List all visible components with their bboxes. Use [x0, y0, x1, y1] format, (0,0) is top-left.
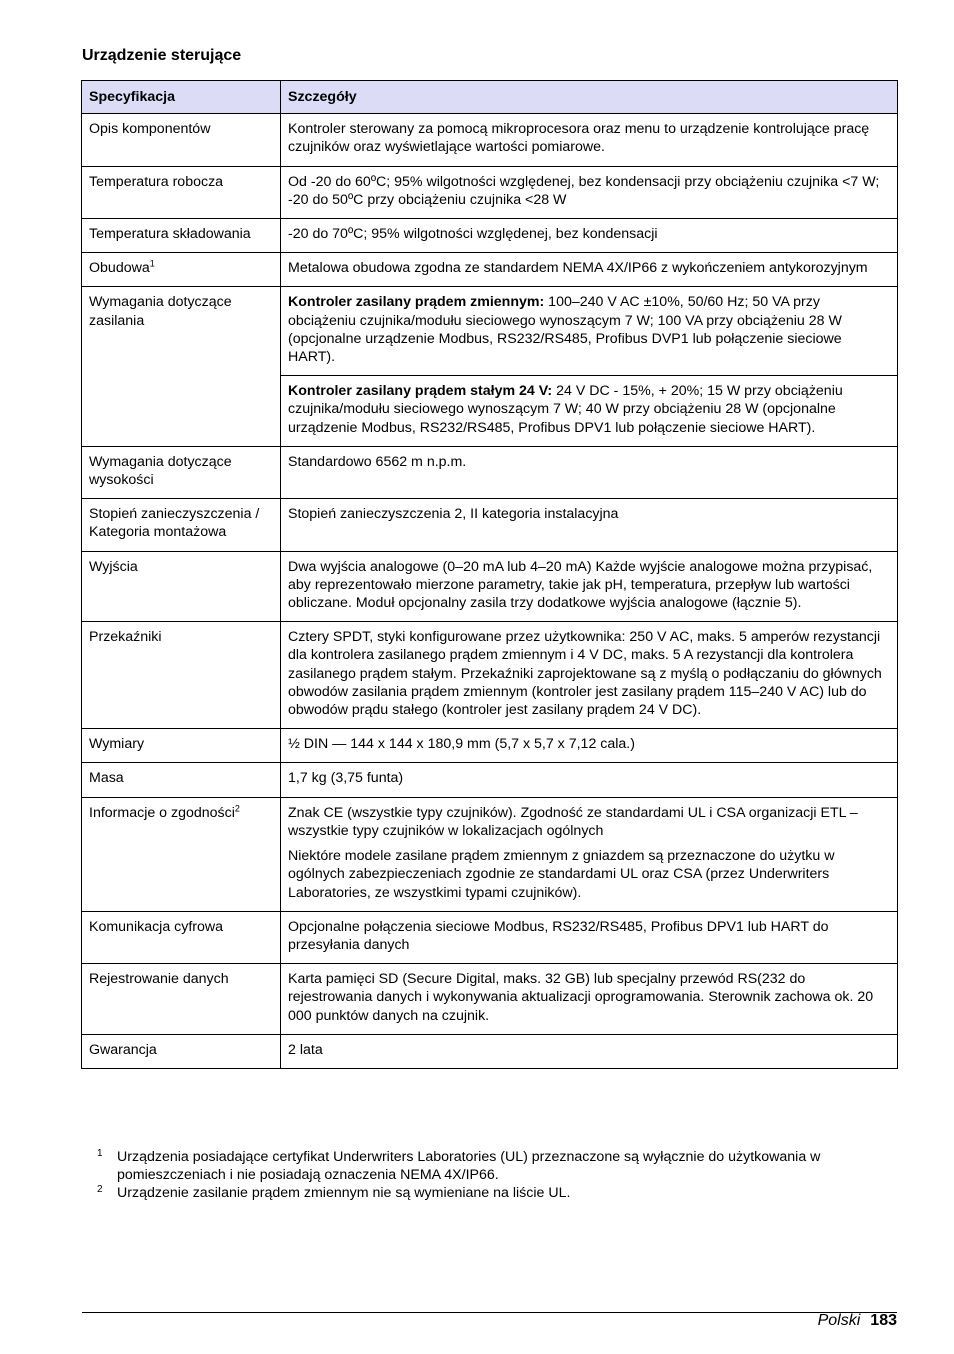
table-row	[82, 287, 898, 376]
table-row	[82, 729, 898, 763]
row-label: Temperatura składowania	[82, 219, 281, 253]
row-label: Wymagania dotyczące zasilania	[82, 287, 281, 446]
row-value: Stopień zanieczyszczenia 2, II kategoria instalacyjna	[281, 499, 898, 551]
row-label: Wymiary	[82, 729, 281, 763]
table-row	[82, 499, 898, 551]
compliance-paragraph: Znak CE (wszystkie typy czujników). Zgodność ze standardami UL i CSA organizacji ETL – wszystkie typy czujników w lokalizacjach ogólnych	[288, 804, 858, 839]
row-value: -20 do 70ºC; 95% wilgotności względenej, bez kondensacji	[281, 219, 898, 253]
table-row	[82, 253, 898, 287]
row-value	[281, 376, 898, 447]
row-label: Gwarancja	[82, 1034, 281, 1068]
row-label: Wyjścia	[82, 551, 281, 622]
row-label: Rejestrowanie danych	[82, 964, 281, 1035]
page-number: 183	[870, 1312, 897, 1329]
row-label-text: Informacje o zgodności	[89, 804, 235, 821]
row-label: Wymagania dotyczące wysokości	[82, 446, 281, 498]
row-label	[82, 797, 281, 911]
row-label: Stopień zanieczyszczenia / Kategoria montażowa	[82, 499, 281, 551]
table-row	[82, 551, 898, 622]
table-row	[82, 911, 898, 963]
table-row	[82, 446, 898, 498]
row-label	[82, 253, 281, 287]
row-value: 1,7 kg (3,75 funta)	[281, 763, 898, 797]
dc-power-text: 24 V DC - 15%, + 20%; 15 W przy obciążeniu czujnika/modułu sieciowego wynoszącym 7 W; 40 W przy obciążeniu 28 W (opcjonalne urządzenie Modbus, RS232/RS485, Profibus DPV1 lub połączenie sieciowe HART).	[288, 383, 843, 436]
row-label: Opis komponentów	[82, 114, 281, 166]
dc-power-heading: Kontroler zasilany prądem stałym 24 V:	[288, 383, 553, 400]
table-row	[82, 622, 898, 729]
spec-table	[81, 80, 898, 1069]
table-row	[82, 964, 898, 1035]
page-footer	[818, 1312, 897, 1330]
row-label: Masa	[82, 763, 281, 797]
table-row	[82, 114, 898, 166]
table-header-row	[82, 81, 898, 114]
table-row	[82, 1034, 898, 1068]
table-row	[82, 166, 898, 218]
row-value	[281, 797, 898, 911]
row-label: Temperatura robocza	[82, 166, 281, 218]
row-label-text: Obudowa	[89, 260, 150, 277]
header-details: Szczegóły	[281, 81, 898, 114]
footnote	[97, 1184, 897, 1202]
header-spec: Specyfikacja	[82, 81, 281, 114]
row-value: Od -20 do 60ºC; 95% wilgotności względenej, bez kondensacji przy obciążeniu czujnika <7 W; -20 do 50ºC przy obciążeniu czujnika <28 W	[281, 166, 898, 218]
row-label: Komunikacja cyfrowa	[82, 911, 281, 963]
row-value: ½ DIN — 144 x 144 x 180,9 mm (5,7 x 5,7 x 7,12 cala.)	[281, 729, 898, 763]
row-value: Opcjonalne połączenia sieciowe Modbus, RS232/RS485, Profibus DPV1 lub HART do przesyłania danych	[281, 911, 898, 963]
row-label: Przekaźniki	[82, 622, 281, 729]
row-value: Metalowa obudowa zgodna ze standardem NEMA 4X/IP66 z wykończeniem antykorozyjnym	[281, 253, 898, 287]
row-value: Standardowo 6562 m n.p.m.	[281, 446, 898, 498]
section-title: Urządzenie sterujące	[82, 47, 242, 64]
ac-power-heading: Kontroler zasilany prądem zmiennym:	[288, 294, 545, 311]
row-value: Dwa wyjścia analogowe (0–20 mA lub 4–20 mA) Każde wyjście analogowe można przypisać, aby reprezentowało mierzone parametry, takie jak pH, temperatura, przepływ lub wartości obliczane. Moduł opcjonalny zasila trzy dodatkowe wyjścia analogowe (łącznie 5).	[281, 551, 898, 622]
row-value: Cztery SPDT, styki konfigurowane przez użytkownika: 250 V AC, maks. 5 amperów rezystancji dla kontrolera zasilanego prądem zmiennym i 4 V DC, maks. 5 A rezystancji dla kontrolera zasilanego prądem stałym. Przekaźniki zaprojektowane są z myślą o podłączaniu do głównych obwodów zasilania prądem zmiennym (kontroler jest zasilany prądem 115–240 V AC) lub do obwodów prądu stałego (kontroler jest zasilany prądem 24 V DC).	[281, 622, 898, 729]
table-row	[82, 797, 898, 911]
ac-power-text: 100–240 V AC ±10%, 50/60 Hz; 50 VA przy obciążeniu czujnika/modułu sieciowego wynoszącym 7 W; 100 VA przy obciążeniu 28 W (opcjonalne urządzenie Modbus, RS232/RS485, Profibus DVP1 lub połączenie sieciowe HART).	[288, 294, 842, 366]
footer-divider	[82, 1312, 897, 1313]
table-row	[82, 219, 898, 253]
footnote-number: 1	[97, 1148, 103, 1159]
footnote-ref: 2	[234, 802, 240, 813]
footnote	[97, 1148, 897, 1184]
footnotes	[97, 1148, 897, 1203]
footer-language: Polski	[817, 1312, 861, 1329]
row-value: Kontroler sterowany za pomocą mikroprocesora oraz menu to urządzenie kontrolujące pracę czujników oraz wyświetlające wartości pomiarowe.	[281, 114, 898, 166]
footnote-ref: 1	[149, 258, 155, 269]
footnote-text: Urządzenie zasilanie prądem zmiennym nie są wymieniane na liście UL.	[117, 1185, 571, 1202]
table-row	[82, 763, 898, 797]
footnote-number: 2	[97, 1184, 103, 1196]
row-value	[281, 287, 898, 376]
row-value: 2 lata	[281, 1034, 898, 1068]
footnote-text: Urządzenia posiadające certyfikat Underwriters Laboratories (UL) przeznaczone są wyłącznie do użytkowania w pomieszczeniach i nie posiadają oznaczenia NEMA 4X/IP66.	[117, 1149, 821, 1184]
row-value: Karta pamięci SD (Secure Digital, maks. 32 GB) lub specjalny przewód RS(232 do rejestrowania danych i wykonywania aktualizacji oprogramowania. Sterownik zachowa ok. 20 000 punktów danych na czujnik.	[281, 964, 898, 1035]
compliance-paragraph: Niektóre modele zasilane prądem zmiennym z gniazdem są przeznaczone do użytku w ogólnych zabezpieczeniach zgodnie ze standardami UL oraz CSA (przez Underwriters Laboratories, ze wszystkimi typami czujników).	[288, 848, 835, 901]
